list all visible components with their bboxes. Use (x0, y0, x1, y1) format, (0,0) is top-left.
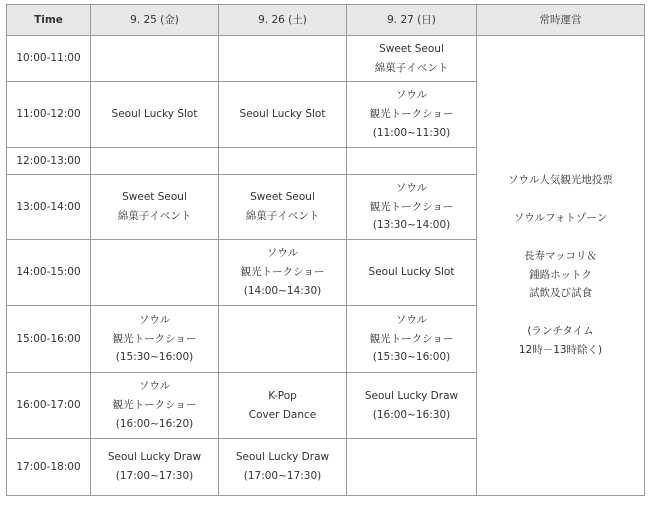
event-line: (15:30~16:00) (115, 351, 194, 364)
event-line: K-Pop (268, 389, 297, 402)
event-line: 12時－13時除く) (518, 344, 603, 357)
event-line: (14:00~14:30) (243, 284, 322, 297)
header-regular: 常時運営 (477, 5, 645, 36)
event-line: ソウル (395, 181, 428, 194)
event-line (479, 228, 642, 247)
event-cell-day-3 (347, 373, 477, 439)
regular-activities-cell (477, 36, 645, 496)
event-line: 観光トークショー (369, 200, 454, 213)
event-cell-day-3 (347, 82, 477, 148)
event-line (479, 190, 642, 209)
event-line: ソウル人気観光地投票 (508, 173, 613, 186)
time-slot-cell: 11:00-12:00 (7, 82, 91, 148)
event-line: Sweet Seoul (250, 191, 315, 204)
event-cell-day-2 (219, 148, 347, 175)
event-line: 綿菓子イベント (374, 61, 449, 74)
event-line: ソウル (138, 380, 171, 393)
event-cell-day-3 (347, 240, 477, 306)
table-row (7, 36, 645, 82)
event-line: Cover Dance (248, 408, 317, 421)
schedule-table (6, 4, 645, 496)
event-line: Seoul Lucky Draw (364, 389, 459, 402)
event-line: (16:00~16:30) (372, 408, 451, 421)
event-line: (13:30~14:00) (372, 219, 451, 232)
event-cell-day-1 (91, 175, 219, 240)
event-cell-day-3 (347, 439, 477, 496)
event-cell-day-3 (347, 175, 477, 240)
event-line: Sweet Seoul (122, 191, 187, 204)
event-line (479, 303, 642, 322)
time-slot-cell: 16:00-17:00 (7, 373, 91, 439)
event-line: 長寿マッコリ＆ (523, 249, 598, 262)
schedule-body (7, 36, 645, 496)
event-line: 綿菓子イベント (117, 210, 192, 222)
event-line: (16:00~16:20) (115, 417, 194, 430)
event-line: ソウル (395, 89, 428, 102)
event-cell-day-2 (219, 373, 347, 439)
event-line: Seoul Lucky Slot (111, 108, 198, 121)
event-line: 観光トークショー (240, 266, 325, 279)
header-day-3: 9. 27 (日) (347, 5, 477, 36)
event-cell-day-3 (347, 306, 477, 373)
event-cell-day-3 (347, 36, 477, 82)
event-line: Seoul Lucky Slot (239, 108, 326, 121)
event-line: ソウル (266, 247, 299, 260)
event-line: (15:30~16:00) (372, 351, 451, 364)
schedule-header (7, 5, 645, 36)
event-line: (11:00~11:30) (372, 126, 451, 139)
event-cell-day-1 (91, 373, 219, 439)
event-line: Seoul Lucky Draw (235, 451, 330, 464)
event-line: Seoul Lucky Slot (368, 266, 455, 279)
event-cell-day-2 (219, 240, 347, 306)
event-line: ソウル (395, 313, 428, 326)
event-line: 試飲及び試食 (529, 287, 592, 300)
event-cell-day-2 (219, 36, 347, 82)
event-cell-day-1 (91, 36, 219, 82)
event-line: 観光トークショー (369, 108, 454, 121)
event-cell-day-1 (91, 240, 219, 306)
time-slot-cell: 12:00-13:00 (7, 148, 91, 175)
time-slot-cell: 15:00-16:00 (7, 306, 91, 373)
time-slot-cell: 14:00-15:00 (7, 240, 91, 306)
header-day-2: 9. 26 (土) (219, 5, 347, 36)
event-line: (17:00~17:30) (115, 470, 194, 482)
event-line: 観光トークショー (369, 332, 454, 345)
event-cell-day-1 (91, 439, 219, 496)
time-slot-cell: 10:00-11:00 (7, 36, 91, 82)
event-cell-day-1 (91, 82, 219, 148)
header-row (7, 5, 645, 36)
event-line: 綿菓子イベント (245, 210, 320, 222)
event-line: ソウル (138, 313, 171, 326)
time-slot-cell: 13:00-14:00 (7, 175, 91, 240)
event-cell-day-2 (219, 175, 347, 240)
event-line: (ランチタイム (527, 325, 594, 338)
event-line: Seoul Lucky Draw (107, 451, 202, 464)
event-line: 観光トークショー (112, 399, 197, 412)
event-cell-day-1 (91, 306, 219, 373)
event-line: 鍾路ホットク (529, 268, 592, 281)
header-day-1: 9. 25 (金) (91, 5, 219, 36)
event-line: 観光トークショー (112, 332, 197, 345)
header-time: Time (7, 5, 91, 36)
event-line: ソウルフォトゾーン (513, 211, 608, 224)
event-line: (17:00~17:30) (243, 470, 322, 482)
event-cell-day-2 (219, 82, 347, 148)
event-cell-day-2 (219, 439, 347, 496)
time-slot-cell: 17:00-18:00 (7, 439, 91, 496)
event-cell-day-1 (91, 148, 219, 175)
event-line: Sweet Seoul (379, 42, 444, 55)
event-cell-day-2 (219, 306, 347, 373)
event-cell-day-3 (347, 148, 477, 175)
